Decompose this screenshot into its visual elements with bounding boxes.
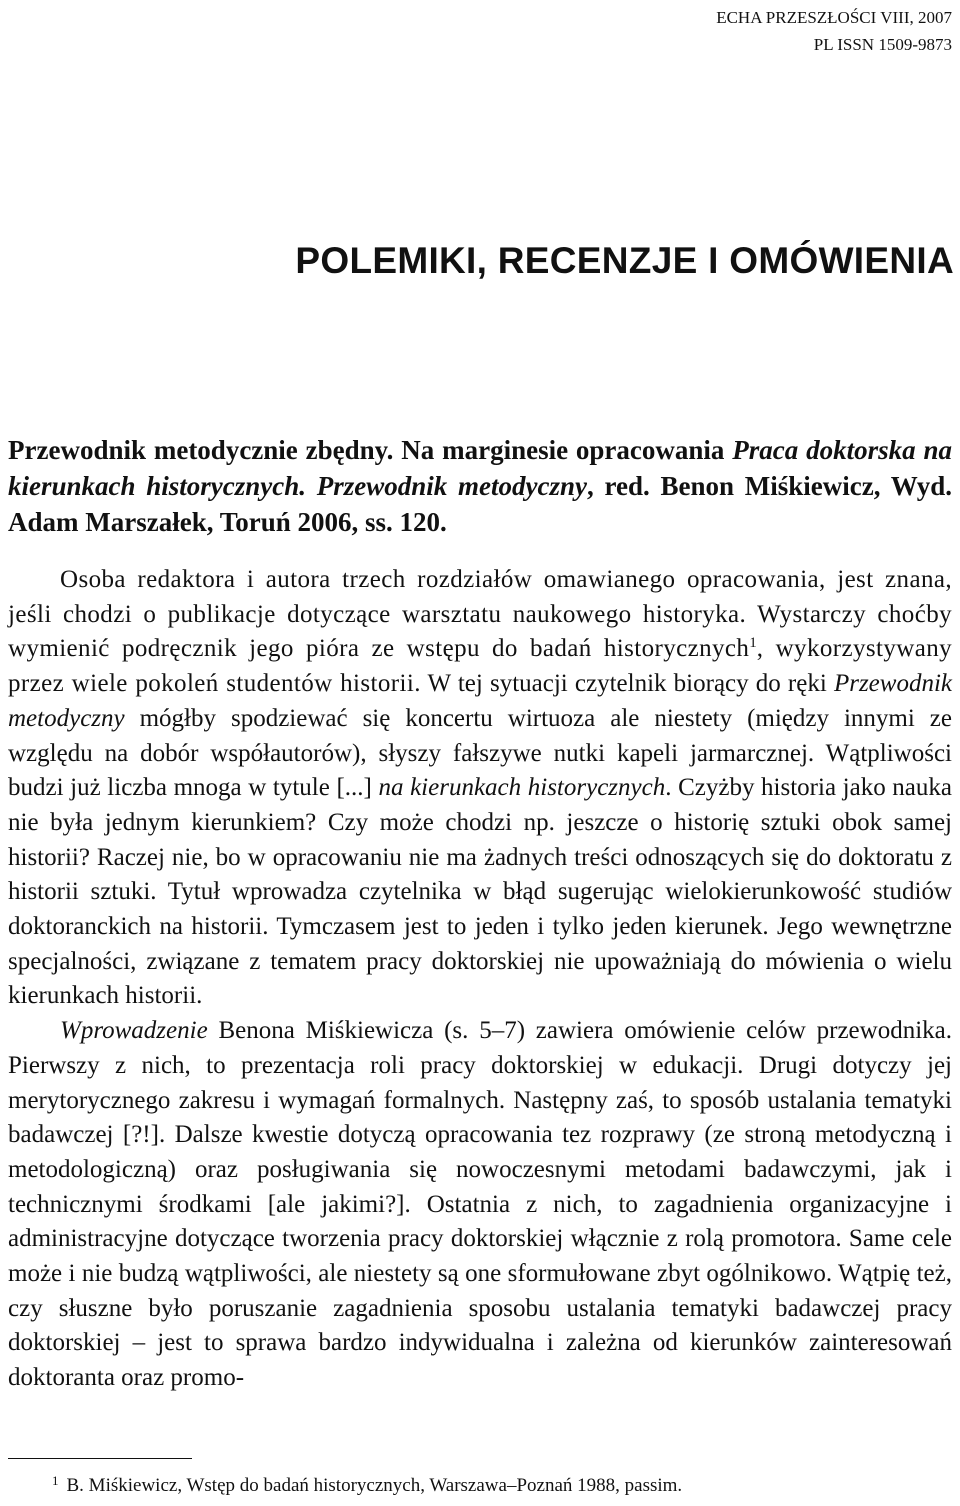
paragraph-2-text: Benona Miśkiewicza (s. 5–7) zawiera omówienie celów przewodnika. Pierwszy z nich, to prezentacja roli pracy doktorskiej w edukacji. Drugi dotyczy jej merytorycznego zakresu i wymagań formalnych. Następny zaś, to sposób ustalania tematyki badawczej [?!]. Dalsze kwestie dotyczą opracowania tez rozprawy (ze stroną metodyczną i metodologiczną) oraz posługiwania się nowoczesnymi metodami badawczymi, jak i technicznymi środkami [ale jakimi?]. Ostatnia z nich, to zagadnienia organizacyjne i administracyjne dotyczące tworzenia pracy doktorskiej włącznie z rolą promotora. Same cele może i nie budzą wątpliwości, ale niestety są one sformułowane zbyt ogólnikowo. Wątpię też, czy słuszne było poruszanie zagadnienia sposobu ustalania tematyki badawczej pracy doktorskiej – jest to sprawa bardzo indywidualna i zależna od kierunków zainteresowań doktoranta oraz promo- [8,1017,952,1392]
review-title-publication: , red. Benon Miśkiewicz, Wyd. Adam Marszałek, Toruń 2006, ss. 120. [8,471,952,537]
paragraph-1-text: . Czyżby historia jako nauka nie była jednym kierunkiem? Czy może chodzi np. jeszcze o historię sztuki obok samej historii? Raczej nie, bo w opracowaniu nie ma żadnych treści odnoszących się do doktoratu z historii sztuki. Tytuł wprowadza czytelnika w błąd sugerując wielokierunkowość studiów doktoranckich na historii. Tymczasem jest to jeden i tylko jeden kierunek. Jego wewnętrzne specjalności, związane z tematem pracy doktorskiej nie upoważniają do mówienia o wielu kierunkach historii. [8,774,952,1010]
review-title-text: Przewodnik metodycznie zbędny. Na marginesie opracowania [8,435,733,465]
paragraph-2 [8,1014,952,1396]
book-title-italic: Przewodnik metodyczny [8,670,952,732]
chapter-title-italic: Wprowadzenie [60,1017,208,1045]
issn-number: PL ISSN 1509-9873 [813,35,952,54]
footnote-number: 1 [52,1473,59,1488]
footnote-rule [8,1458,192,1459]
paragraph-1 [8,563,952,1014]
title-phrase-italic: na kierunkach historycznych [378,774,666,802]
paragraph-1-text: W tej sytuacji czytelnik biorący do ręki [420,670,834,698]
footnote [52,1474,682,1498]
section-title: POLEMIKI, RECENZJE I OMÓWIENIA [295,240,954,281]
running-header [716,4,952,58]
reviewed-book-title: Praca doktorska na kierunkach historycznych. Przewodnik metodyczny [8,435,952,501]
footnote-text: B. Miśkiewicz, Wstęp do badań historycznych, Warszawa–Poznań 1988, passim. [66,1475,683,1496]
review-title [8,432,952,540]
paragraph-1-text: mógłby spodziewać się koncertu wirtuoza ale niestety (między innymi ze względu na dobór współautorów), słyszy fałszywe nutki kapeli jarmarcznej. Wątpliwości budzi już liczba mnoga w tytule [...] [8,704,952,802]
article-body [8,563,952,1396]
paragraph-1-text: , wykorzystywany przez wiele pokoleń studentów historii. [8,635,952,698]
footnote-reference: 1 [749,635,757,652]
paragraph-1-opening: Osoba redaktora i autora trzech rozdziałów omawianego opracowania, jest znana, jeśli chodzi o publikacje dotyczące warsztatu naukowego historyka. Wystarczy choćby wymienić podręcznik jego pióra ze wstępu do badań historycznych [8,566,952,663]
journal-name: ECHA PRZESZŁOŚCI VIII, 2007 [716,8,952,27]
